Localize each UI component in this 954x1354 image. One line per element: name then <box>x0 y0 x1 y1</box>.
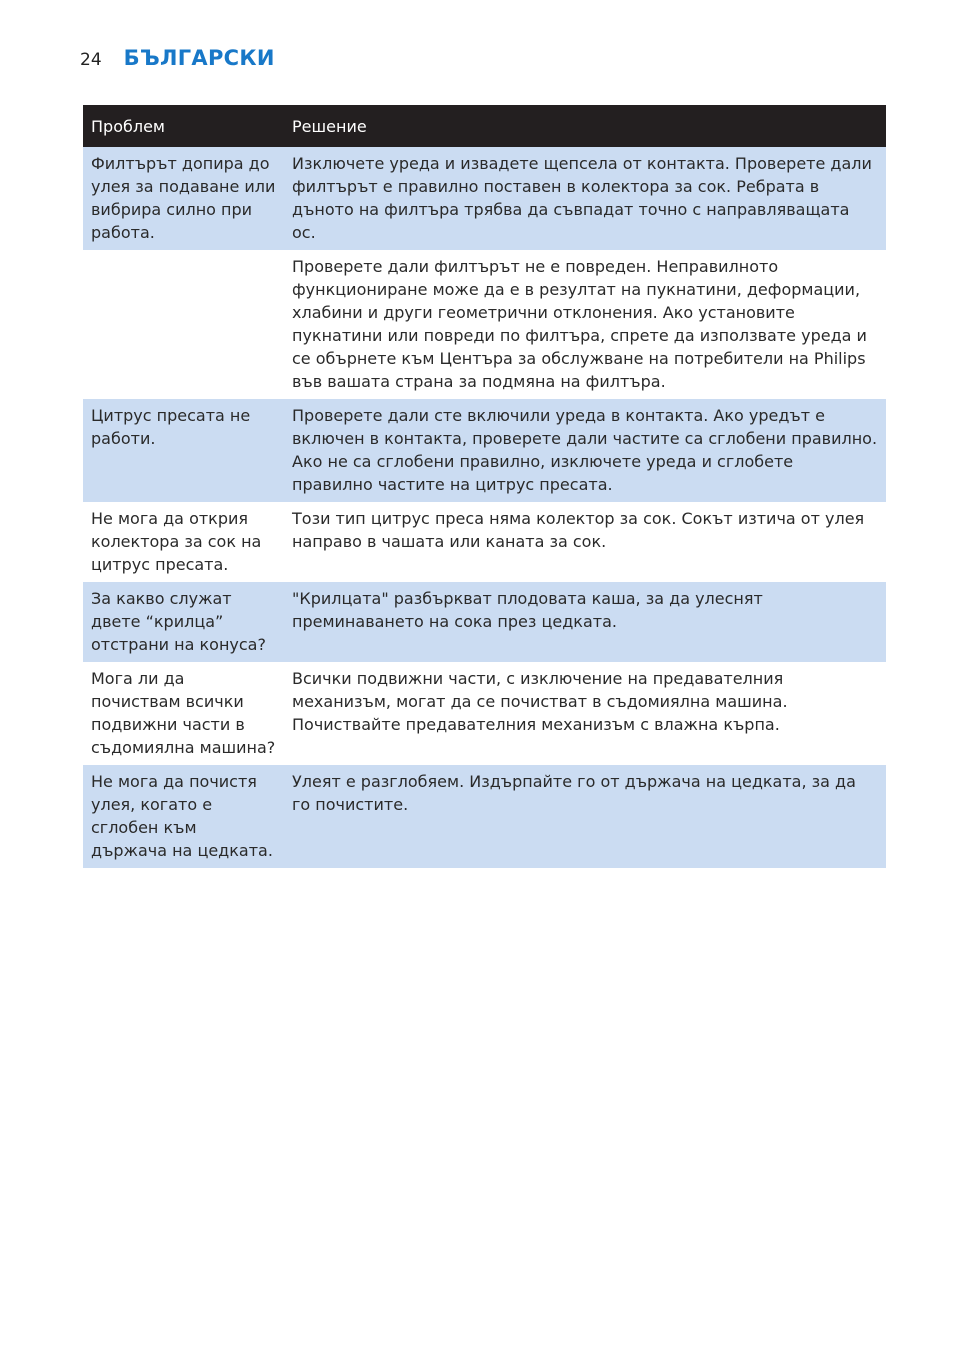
problem-cell: Мога ли да почиствам всички подвижни части в съдомиялна машина? <box>83 662 284 765</box>
table-row <box>83 582 886 662</box>
problem-cell: Не мога да открия колектора за сок на цитрус пресата. <box>83 502 284 582</box>
table-row <box>83 399 886 502</box>
problem-cell: За какво служат двете “крилца” отстрани на конуса? <box>83 582 284 662</box>
solution-cell: Улеят е разглобяем. Издърпайте го от държача на цедката, за да го почистите. <box>284 765 886 868</box>
column-header-solution: Решение <box>284 105 886 147</box>
table-header-row <box>83 105 886 147</box>
problem-cell: Филтърът допира до улея за подаване или вибрира силно при работа. <box>83 147 284 250</box>
problem-cell <box>83 250 284 399</box>
table-row <box>83 147 886 250</box>
solution-cell: Всички подвижни части, с изключение на предавателния механизъм, могат да се почистват в съдомиялна машина. Почиствайте предавателния механизъм с влажна кърпа. <box>284 662 886 765</box>
troubleshooting-table <box>83 105 886 868</box>
page-language-title: БЪЛГАРСКИ <box>123 46 275 70</box>
table-row <box>83 662 886 765</box>
solution-cell: Проверете дали сте включили уреда в контакта. Ако уредът е включен в контакта, проверете дали частите са сглобени правилно. Ако не са сглобени правилно, изключете уреда и сглобете правилно частите на цитрус пресата. <box>284 399 886 502</box>
problem-cell: Не мога да почистя улея, когато е сглобен към държача на цедката. <box>83 765 284 868</box>
solution-cell: "Крилцата" разбъркват плодовата каша, за да улеснят преминаването на сока през цедката. <box>284 582 886 662</box>
page-number: 24 <box>80 50 102 70</box>
page-header <box>80 46 275 76</box>
table-row <box>83 765 886 868</box>
problem-cell: Цитрус пресата не работи. <box>83 399 284 502</box>
table-row <box>83 502 886 582</box>
solution-cell: Този тип цитрус преса няма колектор за сок. Сокът изтича от улея направо в чашата или каната за сок. <box>284 502 886 582</box>
table-row <box>83 250 886 399</box>
solution-cell: Изключете уреда и извадете щепсела от контакта. Проверете дали филтърът е правилно поставен в колектора за сок. Ребрата в дъното на филтъра трябва да съвпадат точно с направляващата ос. <box>284 147 886 250</box>
solution-cell: Проверете дали филтърът не е повреден. Неправилното функциониране може да е в резултат на пукнатини, деформации, хлабини и други геометрични отклонения. Ако установите пукнатини или повреди по филтъра, спрете да използвате уреда и се обърнете към Центъра за обслужване на потребители на Philips във вашата страна за подмяна на филтъра. <box>284 250 886 399</box>
column-header-problem: Проблем <box>83 105 284 147</box>
